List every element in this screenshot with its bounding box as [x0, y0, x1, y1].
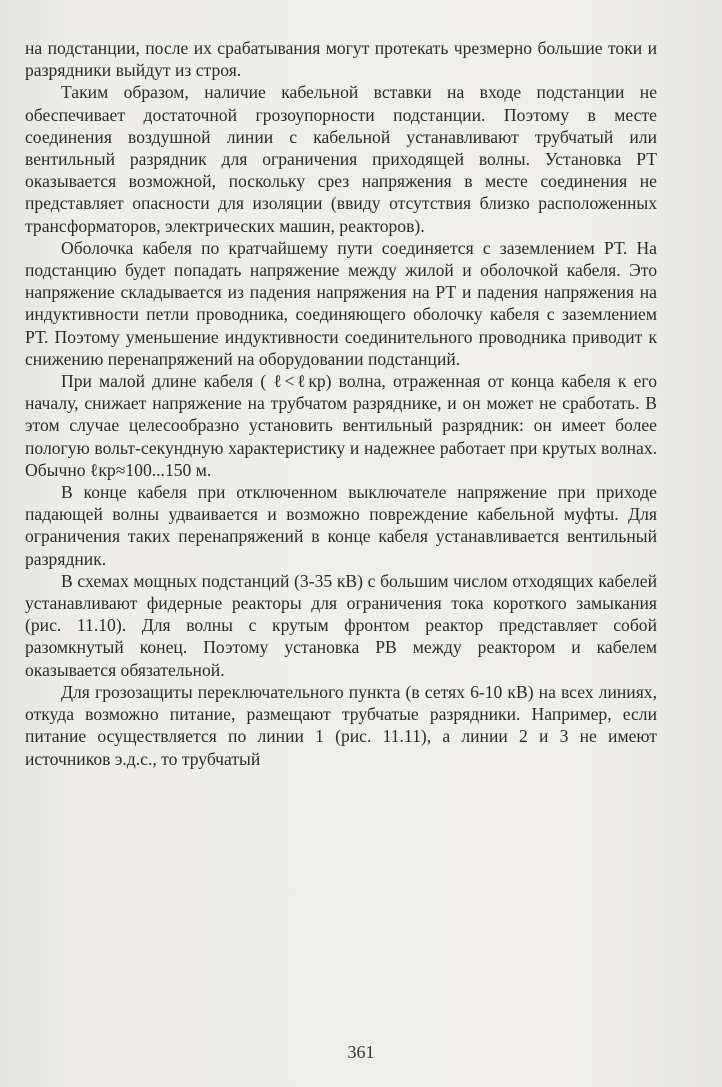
paragraph-6: В схемах мощных подстанций (3-35 кВ) с большим числом отходящих кабелей устанавливают фидерные реакторы для ограничения тока короткого замыкания (рис. 11.10). Для волны с крутым фронтом реактор представляет собой разомкнутый конец. Поэтому установка РВ между реактором и кабелем оказывается обязательной. [25, 570, 657, 680]
paragraph-2: Таким образом, наличие кабельной вставки на входе подстанции не обеспечивает достаточной грозоупорности подстанции. Поэтому в месте соединения воздушной линии с кабельной устанавливают трубчатый или вентильный разрядник для ограничения приходящей волны. Установка РТ оказывается возможной, поскольку срез напряжения в месте соединения не представляет опасности для изоляции (ввиду отсутствия близко расположенных трансформаторов, электрических машин, реакторов). [25, 82, 657, 236]
paragraph-7: Для грозозащиты переключательного пункта (в сетях 6-10 кВ) на всех линиях, откуда возможно питание, размещают трубчатые разрядники. Например, если питание осуществляется по линии 1 (рис. 11.11), а линии 2 и 3 не имеют источников э.д.с., то трубчатый [25, 681, 657, 769]
paragraph-1: на подстанции, после их срабатывания могут протекать чрезмерно большие токи и разрядники выйдут из строя. [25, 38, 657, 81]
page-number: 361 [347, 1042, 375, 1062]
paragraph-4: При малой длине кабеля ( ℓ<ℓкр) волна, отраженная от конца кабеля к его началу, снижает напряжение на трубчатом разряднике, и он может не сработать. В этом случае целесообразно установить вентильный разрядник: он имеет более пологую вольт-секундную характеристику и надежнее работает при крутых волнах. Обычно ℓкр≈100...150 м. [25, 371, 657, 480]
body-text [25, 37, 657, 770]
paragraph-3: Оболочка кабеля по кратчайшему пути соединяется с заземлением РТ. На подстанцию будет попадать напряжение между жилой и оболочкой кабеля. Это напряжение складывается из падения напряжения на РТ и падения напряжения на индуктивности петли проводника, соединяющего оболочку кабеля с заземлением РТ. Поэтому уменьшение индуктивности соединительного проводника приводит к снижению перенапряжений на оборудовании подстанций. [25, 237, 657, 369]
paragraph-5: В конце кабеля при отключенном выключателе напряжение при приходе падающей волны удваивается и возможно повреждение кабельной муфты. Для ограничения таких перенапряжений в конце кабеля устанавливается вентильный разрядник. [25, 482, 657, 569]
